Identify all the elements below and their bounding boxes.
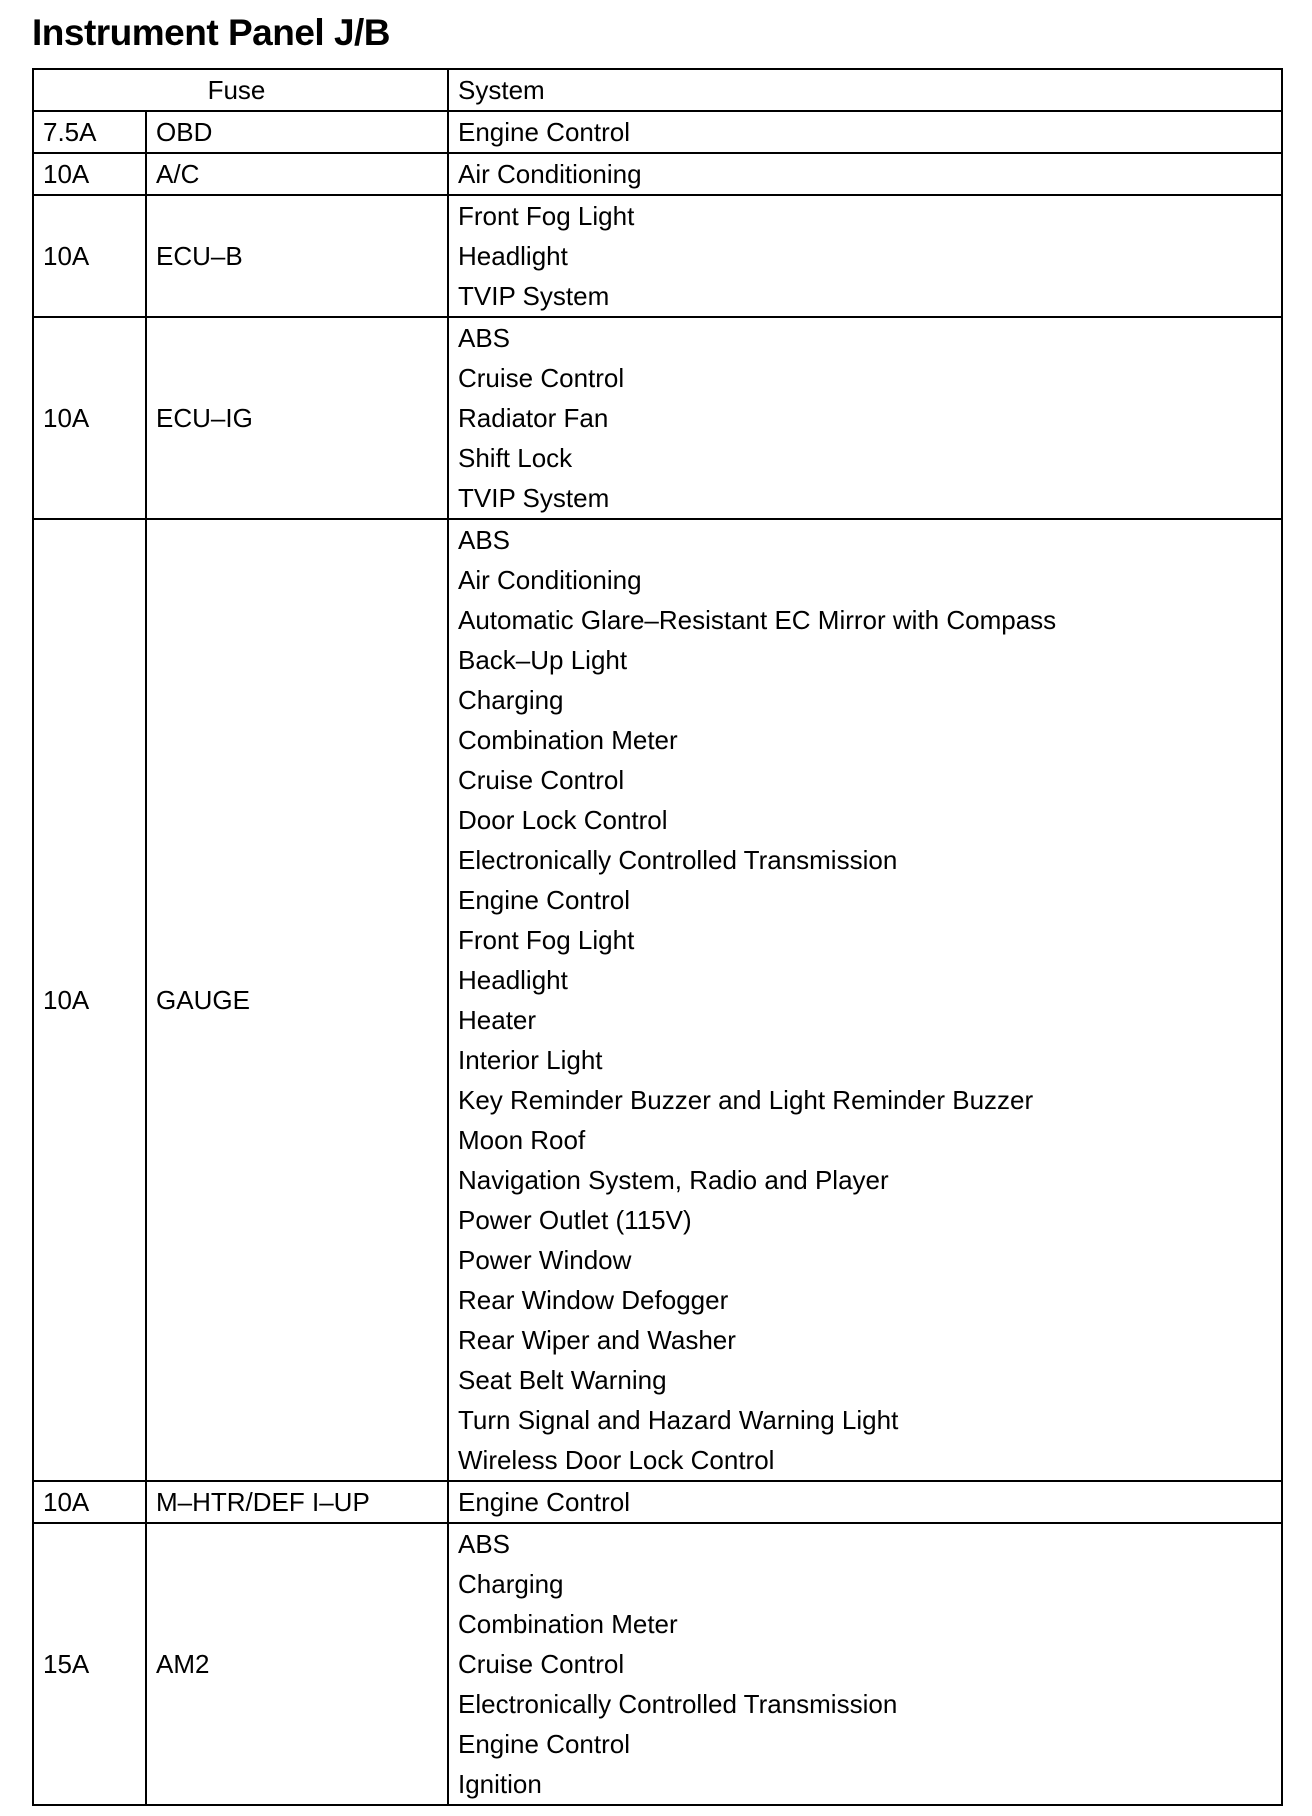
system-item: Front Fog Light <box>458 201 635 231</box>
system-item: Heater <box>458 1005 537 1035</box>
system-item: Radiator Fan <box>458 403 609 433</box>
fuse-amperage: 10A <box>33 317 146 519</box>
system-item: Back–Up Light <box>458 645 628 675</box>
fuse-name: ECU–IG <box>146 317 448 519</box>
system-item: Engine Control <box>458 1729 630 1759</box>
system-list <box>448 153 1282 195</box>
system-item: Front Fog Light <box>458 925 635 955</box>
system-item: TVIP System <box>458 483 610 513</box>
system-item: Navigation System, Radio and Player <box>458 1165 889 1195</box>
system-item: Cruise Control <box>458 1649 625 1679</box>
system-item: Air Conditioning <box>458 159 642 189</box>
system-list <box>448 111 1282 153</box>
fuse-amperage: 7.5A <box>33 111 146 153</box>
system-column-header: System <box>448 69 1282 111</box>
system-item: ABS <box>458 1529 511 1559</box>
fuse-amperage: 15A <box>33 1523 146 1805</box>
system-item: Headlight <box>458 241 568 271</box>
system-item: Rear Wiper and Washer <box>458 1325 736 1355</box>
table-row <box>33 519 1282 1481</box>
system-item: Interior Light <box>458 1045 603 1075</box>
fuse-name: OBD <box>146 111 448 153</box>
system-item: Power Outlet (115V) <box>458 1205 692 1235</box>
system-item: Combination Meter <box>458 1609 678 1639</box>
fuse-table-body <box>33 111 1282 1805</box>
system-item: Cruise Control <box>458 363 625 393</box>
system-item: ABS <box>458 525 511 555</box>
system-item: Headlight <box>458 965 568 995</box>
system-item: Charging <box>458 685 564 715</box>
system-item: Engine Control <box>458 1487 630 1517</box>
system-item: Engine Control <box>458 885 630 915</box>
system-item: Air Conditioning <box>458 565 642 595</box>
system-list <box>448 1523 1282 1805</box>
system-item: Seat Belt Warning <box>458 1365 667 1395</box>
system-item: Automatic Glare–Resistant EC Mirror with Compass <box>458 605 1057 635</box>
table-row <box>33 195 1282 317</box>
system-item: Charging <box>458 1569 564 1599</box>
table-row <box>33 317 1282 519</box>
fuse-name: GAUGE <box>146 519 448 1481</box>
table-header-row <box>33 69 1282 111</box>
system-list <box>448 1481 1282 1523</box>
system-item: Moon Roof <box>458 1125 586 1155</box>
system-item: Electronically Controlled Transmission <box>458 845 898 875</box>
system-item: Key Reminder Buzzer and Light Reminder Buzzer <box>458 1085 1034 1115</box>
system-item: Engine Control <box>458 117 630 147</box>
table-row <box>33 153 1282 195</box>
system-list <box>448 519 1282 1481</box>
system-item: Rear Window Defogger <box>458 1285 729 1315</box>
system-item: Power Window <box>458 1245 632 1275</box>
system-item: Electronically Controlled Transmission <box>458 1689 898 1719</box>
table-row <box>33 1523 1282 1805</box>
system-item: Shift Lock <box>458 443 573 473</box>
fuse-name: AM2 <box>146 1523 448 1805</box>
table-row <box>33 1481 1282 1523</box>
system-item: Combination Meter <box>458 725 678 755</box>
fuse-name: A/C <box>146 153 448 195</box>
fuse-table <box>32 68 1283 1806</box>
fuse-name: ECU–B <box>146 195 448 317</box>
fuse-amperage: 10A <box>33 195 146 317</box>
fuse-name: M–HTR/DEF I–UP <box>146 1481 448 1523</box>
system-item: Cruise Control <box>458 765 625 795</box>
system-item: Turn Signal and Hazard Warning Light <box>458 1405 899 1435</box>
system-item: Wireless Door Lock Control <box>458 1445 775 1475</box>
fuse-amperage: 10A <box>33 519 146 1481</box>
system-item: TVIP System <box>458 281 610 311</box>
system-list <box>448 195 1282 317</box>
system-item: Ignition <box>458 1769 542 1799</box>
table-row <box>33 111 1282 153</box>
fuse-amperage: 10A <box>33 1481 146 1523</box>
fuse-column-header: Fuse <box>33 69 448 111</box>
system-item: ABS <box>458 323 511 353</box>
system-list <box>448 317 1282 519</box>
fuse-amperage: 10A <box>33 153 146 195</box>
page-title: Instrument Panel J/B <box>32 12 391 53</box>
system-item: Door Lock Control <box>458 805 668 835</box>
